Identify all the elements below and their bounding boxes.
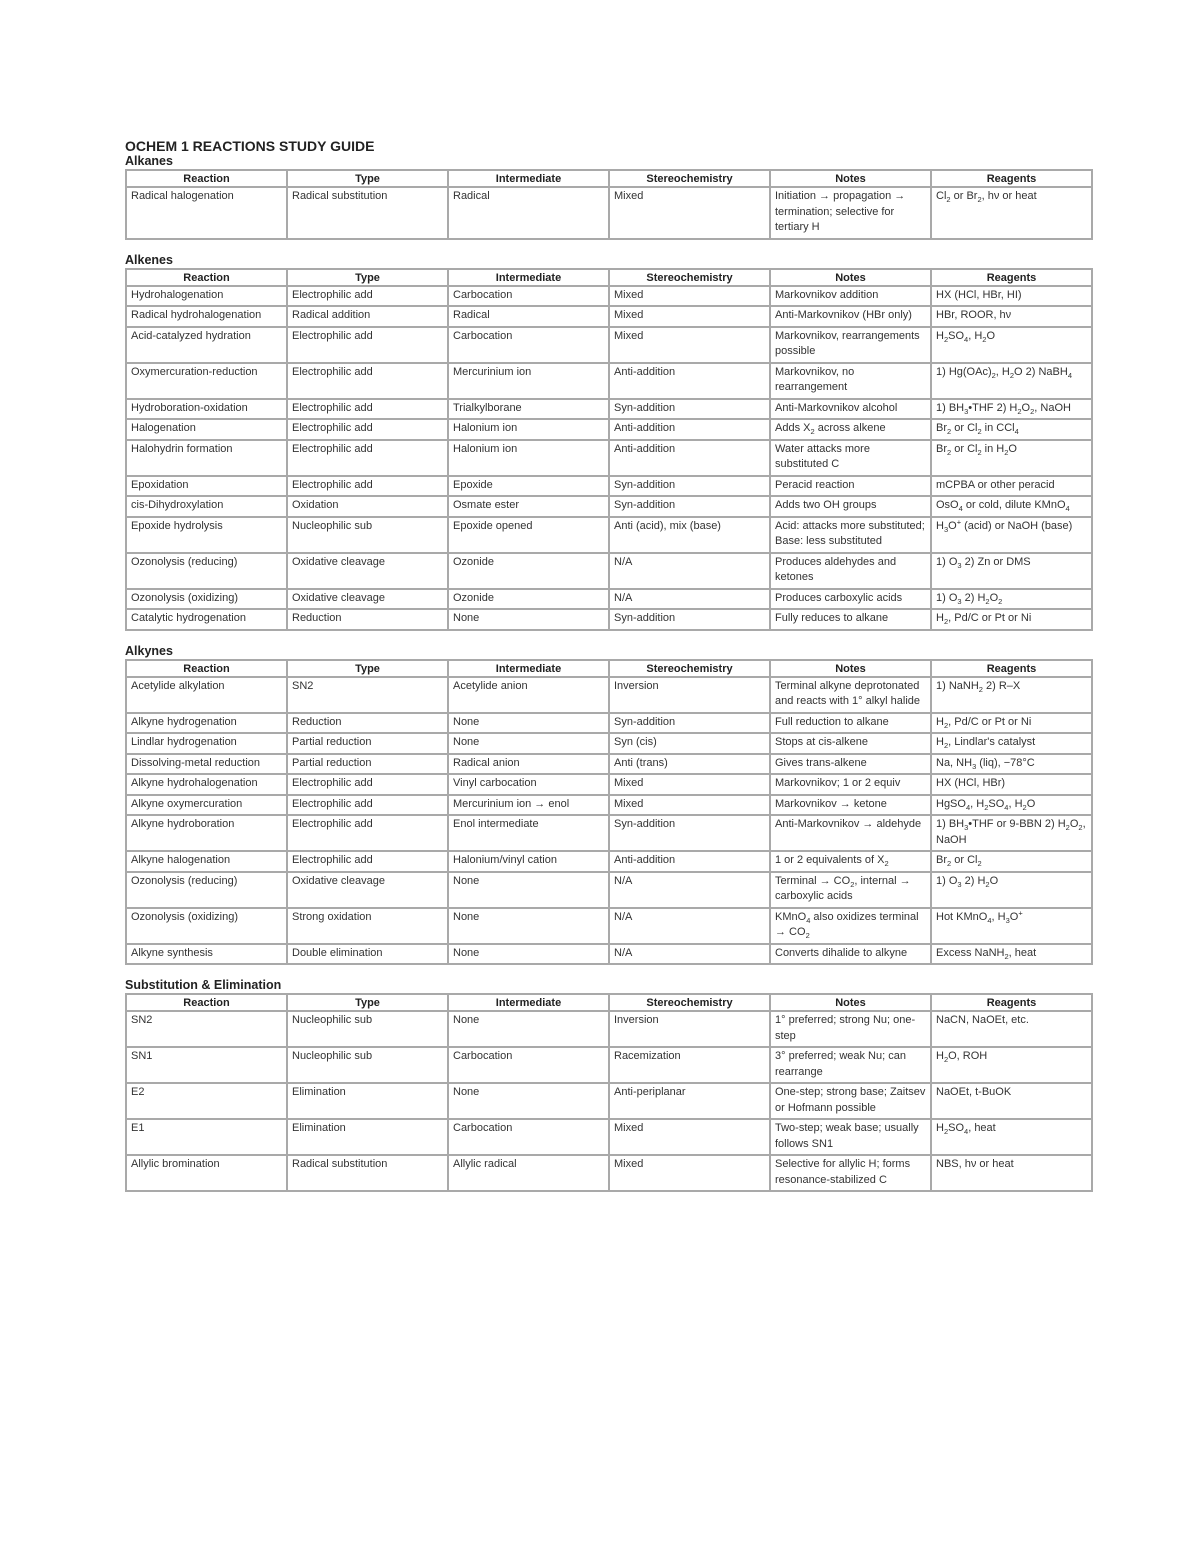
cell-intermediate: Mercurinium ion → enol [448, 795, 609, 816]
cell-notes: Adds $X_2$ across alkene [770, 419, 931, 440]
cell-stereochemistry: Racemization [609, 1047, 770, 1083]
cell-notes: Gives trans-alkene [770, 754, 931, 775]
table-row [126, 733, 1092, 754]
column-header-reaction: Reaction [126, 170, 287, 187]
cell-type: Electrophilic add [287, 851, 448, 872]
column-header-reaction: Reaction [126, 994, 287, 1011]
cell-reagents: 1) $BH_3•THF$ 2) $H_2O_2$, NaOH [931, 399, 1092, 420]
table-row [126, 815, 1092, 851]
cell-intermediate: None [448, 1083, 609, 1119]
table-row [126, 774, 1092, 795]
cell-stereochemistry: Anti-addition [609, 363, 770, 399]
section-alkenes [125, 253, 1091, 631]
cell-notes: Converts dihalide to alkyne [770, 944, 931, 965]
cell-reagents: NaCN, NaOEt, etc. [931, 1011, 1092, 1047]
cell-intermediate: None [448, 1011, 609, 1047]
cell-reaction: E2 [126, 1083, 287, 1119]
cell-reaction: Ozonolysis (reducing) [126, 872, 287, 908]
study-guide-page [125, 138, 1091, 1192]
cell-intermediate: None [448, 872, 609, 908]
cell-intermediate: None [448, 733, 609, 754]
cell-reaction: SN2 [126, 1011, 287, 1047]
cell-type: Electrophilic add [287, 774, 448, 795]
table-row [126, 187, 1092, 239]
table-row [126, 851, 1092, 872]
cell-reaction: Epoxide hydrolysis [126, 517, 287, 553]
cell-stereochemistry: Inversion [609, 677, 770, 713]
cell-notes: Adds two OH groups [770, 496, 931, 517]
cell-type: Electrophilic add [287, 795, 448, 816]
cell-type: Reduction [287, 609, 448, 630]
cell-stereochemistry: Syn-addition [609, 815, 770, 851]
table-row [126, 908, 1092, 944]
cell-reagents: NaOEt, t-BuOK [931, 1083, 1092, 1119]
cell-stereochemistry: Anti-addition [609, 419, 770, 440]
cell-reaction: Ozonolysis (oxidizing) [126, 908, 287, 944]
cell-notes: Markovnikov → ketone [770, 795, 931, 816]
column-header-reagents: Reagents [931, 170, 1092, 187]
cell-reagents: $Br_2$ or $Cl_2$ [931, 851, 1092, 872]
cell-stereochemistry: Syn (cis) [609, 733, 770, 754]
cell-stereochemistry: Syn-addition [609, 609, 770, 630]
cell-notes: Peracid reaction [770, 476, 931, 497]
cell-type: Electrophilic add [287, 440, 448, 476]
cell-reagents: 1) $O_3$ 2) $H_2O_2$ [931, 589, 1092, 610]
cell-reagents: Excess NaNH$_2$, heat [931, 944, 1092, 965]
cell-stereochemistry: Mixed [609, 286, 770, 307]
cell-reagents: $Cl_2$ or $Br_2$, hν or heat [931, 187, 1092, 239]
table-row [126, 517, 1092, 553]
column-header-stereochemistry: Stereochemistry [609, 994, 770, 1011]
cell-type: Oxidation [287, 496, 448, 517]
cell-stereochemistry: Anti (acid), mix (base) [609, 517, 770, 553]
table-row [126, 1047, 1092, 1083]
cell-reaction: Halohydrin formation [126, 440, 287, 476]
table-header-row [126, 994, 1092, 1011]
cell-type: Electrophilic add [287, 399, 448, 420]
cell-reaction: Halogenation [126, 419, 287, 440]
table-row [126, 286, 1092, 307]
cell-type: Elimination [287, 1083, 448, 1119]
cell-stereochemistry: Syn-addition [609, 476, 770, 497]
column-header-stereochemistry: Stereochemistry [609, 170, 770, 187]
cell-notes: Water attacks more substituted C [770, 440, 931, 476]
cell-intermediate: Epoxide opened [448, 517, 609, 553]
cell-intermediate: None [448, 609, 609, 630]
cell-type: Partial reduction [287, 754, 448, 775]
cell-stereochemistry: Mixed [609, 327, 770, 363]
cell-reagents: HX (HCl, HBr, HI) [931, 286, 1092, 307]
table-row [126, 589, 1092, 610]
cell-notes: Markovnikov, rearrangements possible [770, 327, 931, 363]
reactions-table [125, 993, 1093, 1192]
cell-reaction: Alkyne hydrohalogenation [126, 774, 287, 795]
cell-intermediate: Carbocation [448, 1119, 609, 1155]
cell-notes: 1° preferred; strong Nu; one-step [770, 1011, 931, 1047]
cell-stereochemistry: Inversion [609, 1011, 770, 1047]
column-header-reagents: Reagents [931, 994, 1092, 1011]
table-row [126, 476, 1092, 497]
cell-reagents: HX (HCl, HBr) [931, 774, 1092, 795]
column-header-reaction: Reaction [126, 660, 287, 677]
cell-reagents: 1) $Hg(OAc)_2$, $H_2O$ 2) NaBH$_4$ [931, 363, 1092, 399]
cell-type: Nucleophilic sub [287, 517, 448, 553]
cell-stereochemistry: N/A [609, 944, 770, 965]
column-header-type: Type [287, 994, 448, 1011]
cell-intermediate: Vinyl carbocation [448, 774, 609, 795]
cell-intermediate: Halonium ion [448, 419, 609, 440]
cell-intermediate: Mercurinium ion [448, 363, 609, 399]
cell-type: Radical substitution [287, 187, 448, 239]
cell-notes: Anti-Markovnikov alcohol [770, 399, 931, 420]
table-row [126, 399, 1092, 420]
cell-reagents: 1) NaNH$_2$ 2) R–X [931, 677, 1092, 713]
cell-reagents: $H_2O$, ROH [931, 1047, 1092, 1083]
table-header-row [126, 170, 1092, 187]
cell-stereochemistry: N/A [609, 553, 770, 589]
cell-reaction: Lindlar hydrogenation [126, 733, 287, 754]
cell-type: SN2 [287, 677, 448, 713]
cell-notes: Markovnikov; 1 or 2 equiv [770, 774, 931, 795]
cell-intermediate: Carbocation [448, 286, 609, 307]
section-substitution-elimination [125, 978, 1091, 1192]
cell-type: Electrophilic add [287, 419, 448, 440]
cell-reaction: Catalytic hydrogenation [126, 609, 287, 630]
cell-stereochemistry: Anti-addition [609, 440, 770, 476]
cell-notes: Anti-Markovnikov (HBr only) [770, 306, 931, 327]
cell-reaction: Acid-catalyzed hydration [126, 327, 287, 363]
cell-stereochemistry: Mixed [609, 306, 770, 327]
cell-stereochemistry: N/A [609, 589, 770, 610]
cell-reaction: E1 [126, 1119, 287, 1155]
column-header-intermediate: Intermediate [448, 994, 609, 1011]
cell-stereochemistry: Anti (trans) [609, 754, 770, 775]
table-row [126, 419, 1092, 440]
table-row [126, 496, 1092, 517]
table-row [126, 363, 1092, 399]
cell-notes: 1 or 2 equivalents of $X_2$ [770, 851, 931, 872]
column-header-stereochemistry: Stereochemistry [609, 660, 770, 677]
cell-reaction: Ozonolysis (oxidizing) [126, 589, 287, 610]
column-header-stereochemistry: Stereochemistry [609, 269, 770, 286]
cell-type: Partial reduction [287, 733, 448, 754]
cell-reagents: $H_2SO_4$, heat [931, 1119, 1092, 1155]
cell-reagents: $H_3O^+$ (acid) or NaOH (base) [931, 517, 1092, 553]
cell-stereochemistry: Syn-addition [609, 399, 770, 420]
column-header-type: Type [287, 170, 448, 187]
table-row [126, 306, 1092, 327]
table-row [126, 1155, 1092, 1191]
cell-reagents: Hot KMnO$_4$, $H_3O^+$ [931, 908, 1092, 944]
column-header-intermediate: Intermediate [448, 170, 609, 187]
cell-reaction: Alkyne synthesis [126, 944, 287, 965]
cell-stereochemistry: Syn-addition [609, 496, 770, 517]
cell-type: Radical addition [287, 306, 448, 327]
cell-reagents: HgSO$_4$, $H_2SO_4$, $H_2O$ [931, 795, 1092, 816]
table-row [126, 440, 1092, 476]
cell-stereochemistry: Mixed [609, 1119, 770, 1155]
cell-reaction: Radical halogenation [126, 187, 287, 239]
table-row [126, 1011, 1092, 1047]
cell-reagents: NBS, hν or heat [931, 1155, 1092, 1191]
section-title: Substitution & Elimination [125, 978, 282, 992]
cell-notes: Fully reduces to alkane [770, 609, 931, 630]
cell-intermediate: Ozonide [448, 553, 609, 589]
cell-reagents: mCPBA or other peracid [931, 476, 1092, 497]
cell-intermediate: Radical [448, 187, 609, 239]
cell-type: Oxidative cleavage [287, 589, 448, 610]
cell-notes: KMnO$_4$ also oxidizes terminal → $CO_2$ [770, 908, 931, 944]
cell-intermediate: Carbocation [448, 327, 609, 363]
reactions-table [125, 169, 1093, 240]
cell-intermediate: Carbocation [448, 1047, 609, 1083]
cell-type: Electrophilic add [287, 815, 448, 851]
cell-notes: One-step; strong base; Zaitsev or Hofmann possible [770, 1083, 931, 1119]
cell-reagents: $Br_2$ or $Cl_2$ in $H_2O$ [931, 440, 1092, 476]
cell-reaction: Dissolving-metal reduction [126, 754, 287, 775]
cell-reaction: Acetylide alkylation [126, 677, 287, 713]
cell-type: Double elimination [287, 944, 448, 965]
table-row [126, 677, 1092, 713]
column-header-type: Type [287, 660, 448, 677]
section-title: Alkenes [125, 252, 173, 267]
cell-notes: Stops at cis-alkene [770, 733, 931, 754]
cell-reaction: cis-Dihydroxylation [126, 496, 287, 517]
document-title: OCHEM 1 REACTIONS STUDY GUIDE [125, 138, 375, 154]
cell-reagents: 1) $O_3$ 2) $H_2O$ [931, 872, 1092, 908]
column-header-reaction: Reaction [126, 269, 287, 286]
table-row [126, 713, 1092, 734]
cell-stereochemistry: N/A [609, 908, 770, 944]
cell-reagents: OsO$_4$ or cold, dilute KMnO$_4$ [931, 496, 1092, 517]
sections-container [125, 154, 1091, 1192]
cell-notes: Produces aldehydes and ketones [770, 553, 931, 589]
cell-reagents: HBr, ROOR, hν [931, 306, 1092, 327]
cell-type: Electrophilic add [287, 476, 448, 497]
cell-reaction: Alkyne hydrogenation [126, 713, 287, 734]
cell-reaction: Alkyne halogenation [126, 851, 287, 872]
column-header-notes: Notes [770, 269, 931, 286]
cell-reagents: Na, $NH_3$ (liq), −78°C [931, 754, 1092, 775]
cell-notes: Markovnikov, no rearrangement [770, 363, 931, 399]
cell-stereochemistry: N/A [609, 872, 770, 908]
cell-notes: Selective for allylic H; forms resonance-stabilized C [770, 1155, 931, 1191]
cell-reagents: $H_2$, Pd/C or Pt or Ni [931, 609, 1092, 630]
cell-reaction: Alkyne hydroboration [126, 815, 287, 851]
cell-stereochemistry: Mixed [609, 1155, 770, 1191]
cell-intermediate: None [448, 713, 609, 734]
cell-stereochemistry: Anti-addition [609, 851, 770, 872]
section-title: Alkanes [125, 154, 173, 168]
cell-intermediate: None [448, 908, 609, 944]
cell-reaction: Allylic bromination [126, 1155, 287, 1191]
cell-reaction: Radical hydrohalogenation [126, 306, 287, 327]
cell-type: Reduction [287, 713, 448, 734]
section-alkynes [125, 644, 1091, 966]
cell-intermediate: Enol intermediate [448, 815, 609, 851]
cell-notes: Initiation → propagation → termination; selective for tertiary H [770, 187, 931, 239]
cell-type: Electrophilic add [287, 286, 448, 307]
column-header-notes: Notes [770, 170, 931, 187]
cell-type: Elimination [287, 1119, 448, 1155]
cell-notes: Terminal alkyne deprotonated and reacts with 1° alkyl halide [770, 677, 931, 713]
cell-stereochemistry: Anti-periplanar [609, 1083, 770, 1119]
cell-intermediate: Epoxide [448, 476, 609, 497]
cell-reaction: SN1 [126, 1047, 287, 1083]
reactions-table [125, 268, 1093, 631]
table-row [126, 327, 1092, 363]
cell-reagents: $H_2$, Lindlar's catalyst [931, 733, 1092, 754]
cell-reagents: 1) $BH_3•THF$ or 9-BBN 2) $H_2O_2$, NaOH [931, 815, 1092, 851]
cell-reagents: $H_2$, Pd/C or Pt or Ni [931, 713, 1092, 734]
table-row [126, 1119, 1092, 1155]
cell-intermediate: Halonium ion [448, 440, 609, 476]
cell-intermediate: Allylic radical [448, 1155, 609, 1191]
section-title: Alkynes [125, 643, 173, 658]
cell-notes: Produces carboxylic acids [770, 589, 931, 610]
cell-notes: 3° preferred; weak Nu; can rearrange [770, 1047, 931, 1083]
cell-stereochemistry: Syn-addition [609, 713, 770, 734]
cell-notes: Full reduction to alkane [770, 713, 931, 734]
cell-intermediate: Ozonide [448, 589, 609, 610]
table-row [126, 1083, 1092, 1119]
cell-intermediate: Trialkylborane [448, 399, 609, 420]
column-header-intermediate: Intermediate [448, 269, 609, 286]
table-header-row [126, 660, 1092, 677]
column-header-intermediate: Intermediate [448, 660, 609, 677]
column-header-reagents: Reagents [931, 660, 1092, 677]
column-header-notes: Notes [770, 994, 931, 1011]
cell-type: Radical substitution [287, 1155, 448, 1191]
cell-notes: Terminal → $CO_2$, internal → carboxylic acids [770, 872, 931, 908]
cell-reaction: Oxymercuration-reduction [126, 363, 287, 399]
cell-reaction: Alkyne oxymercuration [126, 795, 287, 816]
table-row [126, 754, 1092, 775]
table-row [126, 872, 1092, 908]
cell-type: Electrophilic add [287, 327, 448, 363]
cell-reagents: $Br_2$ or $Cl_2$ in CCl$_4$ [931, 419, 1092, 440]
reactions-table [125, 659, 1093, 966]
column-header-type: Type [287, 269, 448, 286]
cell-type: Oxidative cleavage [287, 553, 448, 589]
cell-type: Oxidative cleavage [287, 872, 448, 908]
cell-reaction: Epoxidation [126, 476, 287, 497]
cell-notes: Anti-Markovnikov → aldehyde [770, 815, 931, 851]
section-alkanes [125, 154, 1091, 240]
cell-intermediate: Halonium/vinyl cation [448, 851, 609, 872]
cell-type: Nucleophilic sub [287, 1011, 448, 1047]
cell-intermediate: Radical anion [448, 754, 609, 775]
cell-stereochemistry: Mixed [609, 795, 770, 816]
table-row [126, 553, 1092, 589]
cell-reaction: Ozonolysis (reducing) [126, 553, 287, 589]
cell-reaction: Hydroboration-oxidation [126, 399, 287, 420]
cell-reagents: $H_2SO_4$, $H_2O$ [931, 327, 1092, 363]
cell-notes: Markovnikov addition [770, 286, 931, 307]
cell-intermediate: Acetylide anion [448, 677, 609, 713]
cell-type: Strong oxidation [287, 908, 448, 944]
table-row [126, 609, 1092, 630]
table-row [126, 944, 1092, 965]
cell-intermediate: Osmate ester [448, 496, 609, 517]
cell-type: Electrophilic add [287, 363, 448, 399]
cell-reaction: Hydrohalogenation [126, 286, 287, 307]
table-row [126, 795, 1092, 816]
column-header-reagents: Reagents [931, 269, 1092, 286]
cell-type: Nucleophilic sub [287, 1047, 448, 1083]
cell-notes: Two-step; weak base; usually follows SN1 [770, 1119, 931, 1155]
table-header-row [126, 269, 1092, 286]
cell-stereochemistry: Mixed [609, 774, 770, 795]
cell-notes: Acid: attacks more substituted; Base: less substituted [770, 517, 931, 553]
column-header-notes: Notes [770, 660, 931, 677]
cell-stereochemistry: Mixed [609, 187, 770, 239]
cell-intermediate: Radical [448, 306, 609, 327]
cell-reagents: 1) $O_3$ 2) Zn or DMS [931, 553, 1092, 589]
cell-intermediate: None [448, 944, 609, 965]
